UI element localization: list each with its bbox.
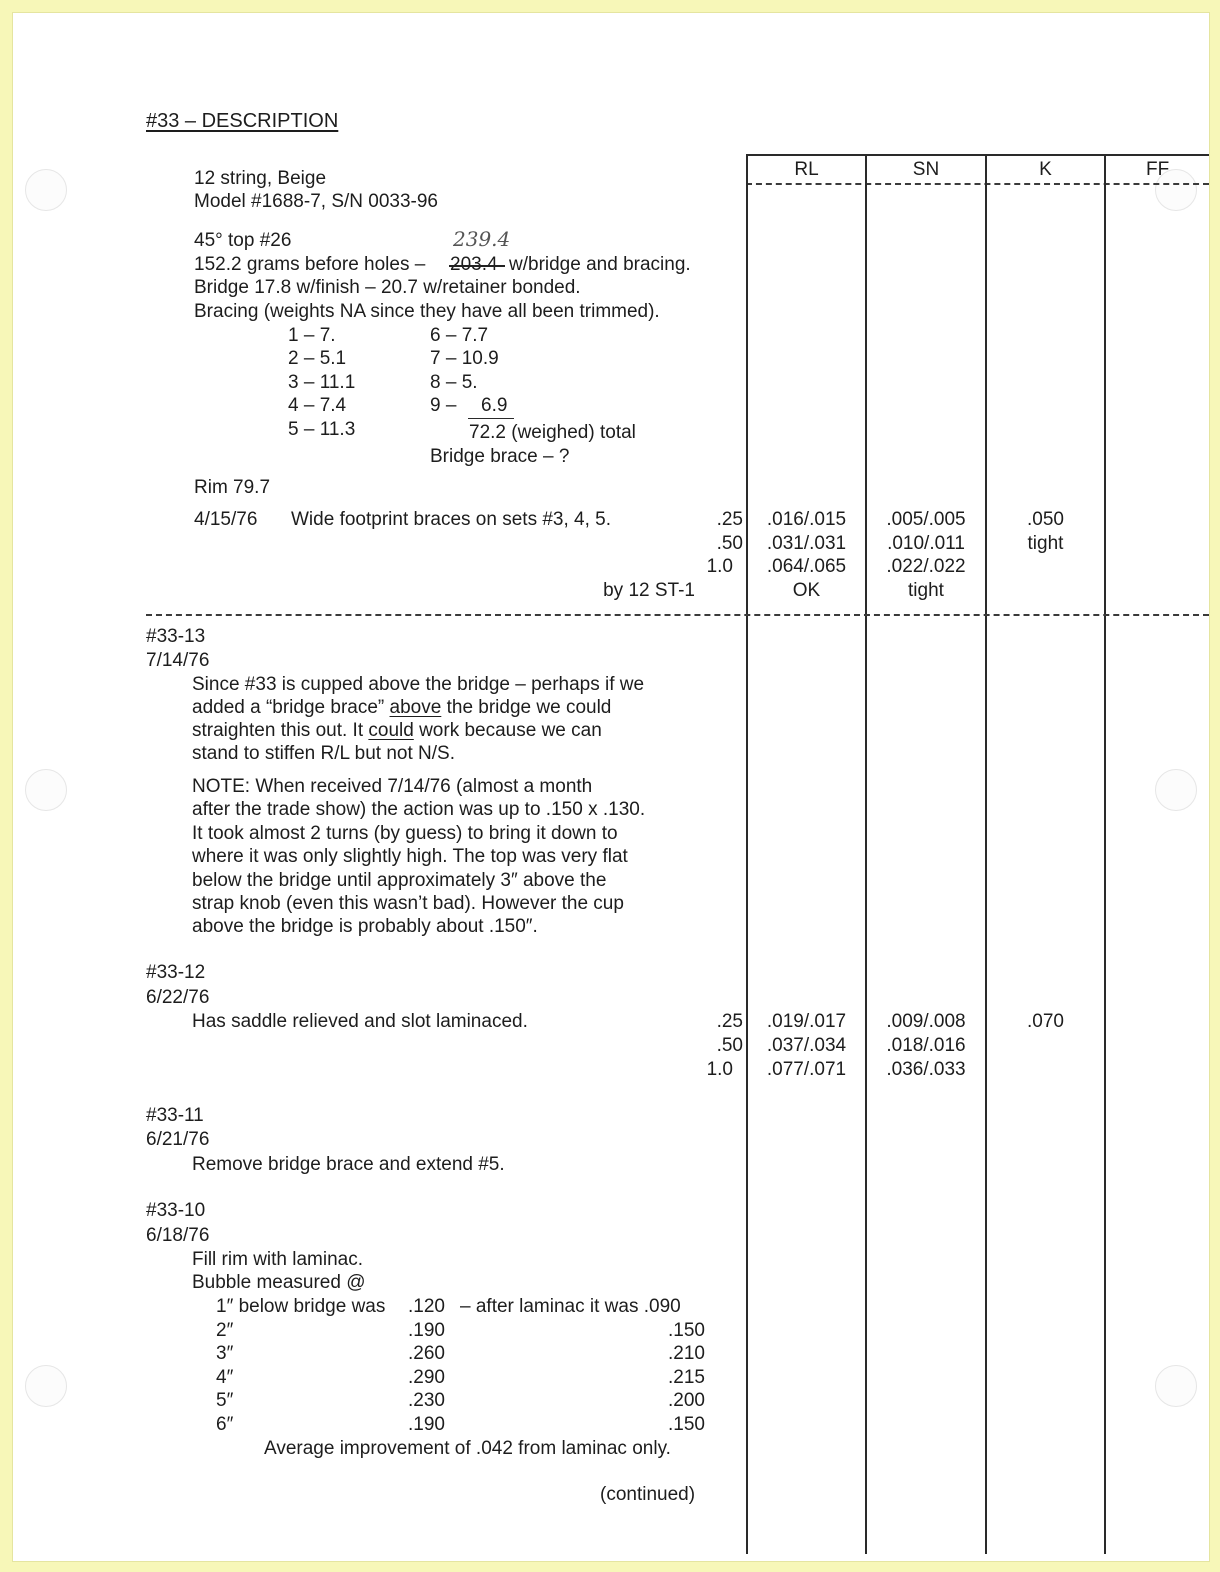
sn-value: .018/.016 xyxy=(886,1035,966,1056)
entry-date: 6/21/76 xyxy=(146,1129,210,1150)
column-header-sn: SN xyxy=(912,159,940,180)
column-header-rl: RL xyxy=(794,159,819,180)
bubble-depth: 2″ xyxy=(216,1320,234,1341)
binder-hole-mid-right xyxy=(1155,769,1197,811)
text-fragment: added a “bridge brace” xyxy=(192,697,385,718)
underlined-word: could xyxy=(368,720,414,741)
average-improvement: Average improvement of .042 from laminac only. xyxy=(264,1438,671,1459)
page-title: #33 – DESCRIPTION xyxy=(146,110,339,132)
weight-prefix: 152.2 grams before holes – xyxy=(194,254,426,275)
load-value: .25 xyxy=(716,1011,743,1032)
table-header-rule xyxy=(746,183,1209,185)
entry-date: 4/15/76 xyxy=(194,509,258,530)
column-divider-1 xyxy=(746,154,748,1554)
bubble-depth: 1″ below bridge was xyxy=(216,1296,386,1317)
rl-value: .064/.065 xyxy=(766,556,847,577)
rl-value: .077/.071 xyxy=(766,1059,847,1080)
bubble-depth: 3″ xyxy=(216,1343,234,1364)
bubble-after: .150 xyxy=(668,1414,705,1435)
brace-weight: 8 – 5. xyxy=(430,372,478,393)
model-serial: Model #1688-7, S/N 0033-96 xyxy=(194,191,438,212)
note-line: below the bridge until approximately 3″ above the xyxy=(192,870,607,891)
k-value: tight xyxy=(1027,533,1064,554)
bubble-before: .290 xyxy=(408,1367,445,1388)
binder-hole-bottom-left xyxy=(25,1365,67,1407)
load-value: 1.0 xyxy=(706,556,733,577)
entry-id: #33-13 xyxy=(146,626,206,647)
entry-note: Has saddle relieved and slot laminaced. xyxy=(192,1011,528,1032)
bubble-depth: 6″ xyxy=(216,1414,234,1435)
entry-id: #33-12 xyxy=(146,962,206,983)
binder-hole-mid-left xyxy=(25,769,67,811)
brace-weight: 1 – 7. xyxy=(288,325,336,346)
entry-text-line: stand to stiffen R/L but not N/S. xyxy=(192,743,455,764)
entry-date: 7/14/76 xyxy=(146,650,210,671)
bubble-before: .230 xyxy=(408,1390,445,1411)
brace-weight: 2 – 5.1 xyxy=(288,348,347,369)
brace-weight: 3 – 11.1 xyxy=(288,372,356,393)
column-header-k: K xyxy=(1039,159,1052,180)
entry-note: Remove bridge brace and extend #5. xyxy=(192,1154,505,1175)
entry-note: Wide footprint braces on sets #3, 4, 5. xyxy=(291,509,612,530)
column-divider-4 xyxy=(1104,154,1106,1554)
bubble-after: .150 xyxy=(668,1320,705,1341)
bubble-before: .260 xyxy=(408,1343,445,1364)
load-value: .50 xyxy=(716,533,743,554)
underlined-word: above xyxy=(389,697,442,718)
k-value: .050 xyxy=(1027,509,1064,530)
rl-value: .019/.017 xyxy=(766,1011,847,1032)
text-fragment: the bridge we could xyxy=(446,697,612,718)
note-line: NOTE: When received 7/14/76 (almost a month xyxy=(192,776,593,797)
note-line: It took almost 2 turns (by guess) to bring it down to xyxy=(192,823,618,844)
brace-weight: 9 – xyxy=(430,395,457,416)
bubble-after: .210 xyxy=(668,1343,705,1364)
entry-text-line: Since #33 is cupped above the bridge – perhaps if we xyxy=(192,674,645,695)
bubble-depth: 4″ xyxy=(216,1367,234,1388)
sn-value: tight xyxy=(908,580,944,601)
bubble-before: .190 xyxy=(408,1320,445,1341)
brace-weight: 4 – 7.4 xyxy=(288,395,347,416)
bubble-depth: 5″ xyxy=(216,1390,234,1411)
entry-text-line xyxy=(192,696,611,720)
bridge-brace-note: Bridge brace – ? xyxy=(430,446,570,467)
binder-hole-bottom-right xyxy=(1155,1365,1197,1407)
brace-weight: 6 – 7.7 xyxy=(430,325,489,346)
entry-text-line xyxy=(192,719,602,743)
rl-value: .031/.031 xyxy=(766,533,847,554)
bubble-before: .190 xyxy=(408,1414,445,1435)
handwritten-weight: 239.4 xyxy=(453,227,511,251)
entry-id: #33-11 xyxy=(146,1105,204,1126)
entry-id: #33-10 xyxy=(146,1200,206,1221)
column-header-ff: FF xyxy=(1146,159,1170,180)
rl-value: OK xyxy=(792,580,821,601)
note-line: strap knob (even this wasn’t bad). However the cup xyxy=(192,893,624,914)
sn-value: .036/.033 xyxy=(886,1059,966,1080)
weight-suffix: w/bridge and bracing. xyxy=(509,254,691,275)
sn-value: .010/.011 xyxy=(887,533,965,554)
entry-date: 6/18/76 xyxy=(146,1225,210,1246)
weight-struck-value: 203.4 xyxy=(450,254,498,275)
rim-weight: Rim 79.7 xyxy=(194,477,271,498)
entry-note: Bubble measured @ xyxy=(192,1272,366,1293)
bubble-after: .200 xyxy=(668,1390,705,1411)
bridge-weights: Bridge 17.8 w/finish – 20.7 w/retainer bonded. xyxy=(194,277,581,298)
note-line: after the trade show) the action was up to .150 x .130. xyxy=(192,799,646,820)
k-value: .070 xyxy=(1027,1011,1064,1032)
entry-date: 6/22/76 xyxy=(146,987,210,1008)
section-divider xyxy=(146,614,1209,616)
document-page xyxy=(12,12,1210,1562)
load-value: .50 xyxy=(716,1035,743,1056)
guitar-type: 12 string, Beige xyxy=(194,168,327,189)
sum-underline xyxy=(468,418,514,419)
strikethrough-mark xyxy=(449,265,505,267)
sn-value: .022/.022 xyxy=(886,556,966,577)
note-line: above the bridge is probably about .150″. xyxy=(192,916,538,937)
sn-value: .005/.005 xyxy=(886,509,966,530)
column-divider-3 xyxy=(985,154,987,1554)
bubble-after: .215 xyxy=(668,1367,705,1388)
load-value: 1.0 xyxy=(706,1059,733,1080)
bubble-after: – after laminac it was .090 xyxy=(460,1296,681,1317)
load-value: .25 xyxy=(716,509,743,530)
binder-hole-top-left xyxy=(25,169,67,211)
continued-note: (continued) xyxy=(600,1484,696,1505)
entry-note: Fill rim with laminac. xyxy=(192,1249,364,1270)
column-divider-2 xyxy=(865,154,867,1554)
sn-value: .009/.008 xyxy=(886,1011,966,1032)
by-note: by 12 ST-1 xyxy=(603,580,695,601)
text-fragment: work because we can xyxy=(419,720,602,741)
rl-value: .016/.015 xyxy=(766,509,847,530)
brace-weight: 5 – 11.3 xyxy=(288,419,356,440)
bubble-before: .120 xyxy=(408,1296,445,1317)
note-line: where it was only slightly high. The top was very flat xyxy=(192,846,628,867)
rl-value: .037/.034 xyxy=(766,1035,847,1056)
brace-total: 72.2 (weighed) total xyxy=(469,422,636,443)
bracing-note: Bracing (weights NA since they have all been trimmed). xyxy=(194,301,660,322)
brace-weight: 7 – 10.9 xyxy=(430,348,499,369)
brace-weight-underlined: 6.9 xyxy=(481,395,508,416)
table-top-rule xyxy=(746,154,1209,156)
text-fragment: straighten this out. It xyxy=(192,720,364,741)
top-spec: 45° top #26 xyxy=(194,230,292,251)
